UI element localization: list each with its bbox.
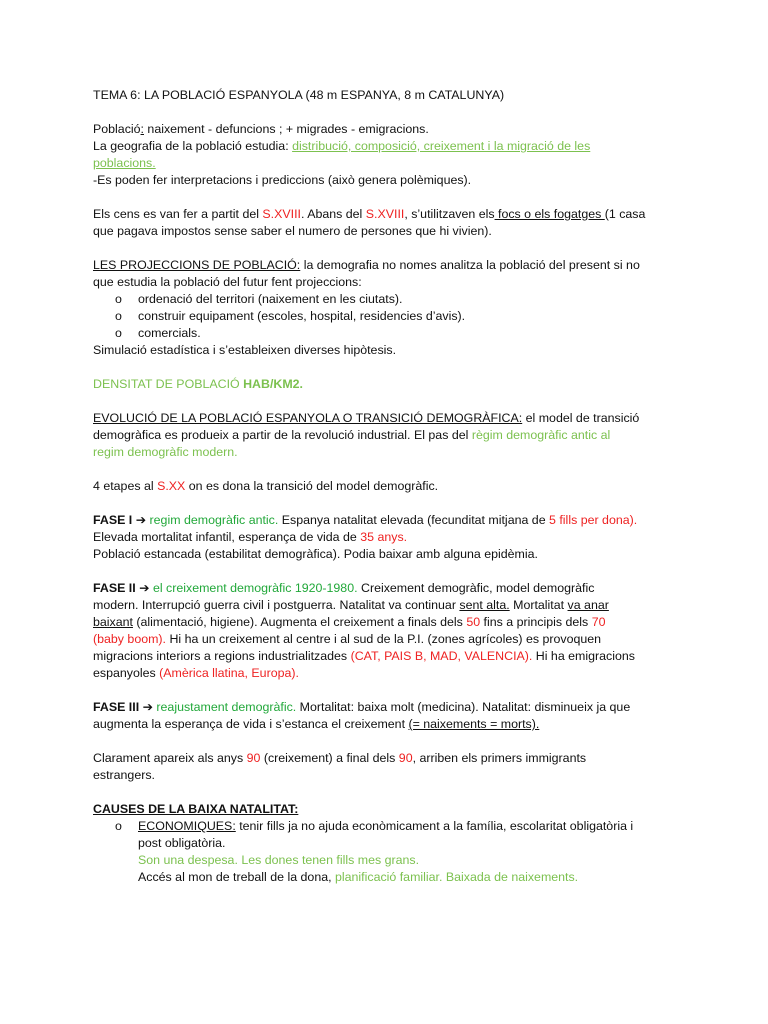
- projeccions-line-1: LES PROJECCIONS DE POBLACIÓ: la demografia no nomes analitza la població del present si no: [93, 258, 640, 272]
- bullet-marker: o: [115, 819, 122, 833]
- arrow-icon: ➔: [142, 700, 153, 714]
- fase1-line-1: FASE I ➔ regim demogràfic antic. Espanya natalitat elevada (fecunditat mitjana de 5 fills per dona).: [93, 513, 638, 527]
- fase2-line-1: FASE II ➔ el creixement demogràfic 1920-1980. Creixement demogràfic, model demogràfic: [93, 581, 595, 595]
- intro-line-4: -Es poden fer interpretacions i prediccions (això genera polèmiques).: [93, 173, 472, 187]
- document-body: [93, 87, 693, 886]
- projeccions-heading: LES PROJECCIONS DE POBLACIÓ:: [93, 258, 301, 272]
- clarament-line-1: Clarament apareix als anys 90 (creixement) a final dels 90, arriben els primers immigrants: [93, 751, 587, 765]
- evolucio-line-2: demogràfica es produeix a partir de la revolució industrial. El pas del règim demogràfic antic al: [93, 428, 611, 442]
- fase3-line-1: FASE III ➔ reajustament demogràfic. Mortalitat: baixa molt (medicina). Natalitat: disminueix ja que: [93, 700, 631, 714]
- etapes-line: 4 etapes al S.XX on es dona la transició del model demogràfic.: [93, 479, 439, 493]
- cens-line-2: que pagava impostos sense saber el numero de persones que hi vivien).: [93, 224, 492, 238]
- evolucio-line-3: regim demogràfic modern.: [93, 445, 238, 459]
- clarament-line-2: estrangers.: [93, 768, 155, 782]
- evolucio-heading: EVOLUCIÓ DE LA POBLACIÓ ESPANYOLA O TRANSICIÓ DEMOGRÀFICA:: [93, 411, 523, 425]
- fase3-label: FASE III: [93, 700, 143, 714]
- arrow-icon: ➔: [139, 581, 150, 595]
- fase2-line-2: modern. Interrupció guerra civil i postguerra. Natalitat va continuar sent alta. Mortalitat va anar: [93, 598, 609, 612]
- fase3-line-2: augmenta la esperança de vida i s’estanca el creixement (= naixements = morts).: [93, 717, 540, 731]
- fase2-line-4: (baby boom). Hi ha un creixement al centre i al sud de la P.I. (zones agrícoles) es provoquen: [93, 632, 602, 646]
- projeccions-after: Simulació estadística i s’estableixen diverses hipòtesis.: [93, 343, 397, 357]
- page-title: TEMA 6: LA POBLACIÓ ESPANYOLA (48 m ESPANYA, 8 m CATALUNYA): [93, 88, 505, 102]
- causes-line-4: Accés al mon de treball de la dona, planificació familiar. Baixada de naixements.: [138, 870, 579, 884]
- fase2-line-3: baixant (alimentació, higiene). Augmenta el creixement a finals dels 50 fins a principis dels 70: [93, 615, 606, 629]
- fase1-label: FASE I: [93, 513, 136, 527]
- bullet-marker: o: [115, 292, 122, 306]
- fase2-label: FASE II: [93, 581, 140, 595]
- intro-line-1: Població: naixement - defuncions ; + migrades - emigracions.: [93, 122, 429, 136]
- cens-line-1: Els cens es van fer a partit del S.XVIII. Abans del S.XVIII, s’utilitzaven els focs o els fogatges (1 casa: [93, 207, 646, 221]
- fase2-line-5: migracions interiors a regions industrialitzades (CAT, PAIS B, MAD, VALENCIA). Hi ha emigracions: [93, 649, 635, 663]
- intro-line-2: La geografia de la població estudia: distribució, composició, creixement i la migració de les: [93, 139, 591, 153]
- evolucio-line-1: EVOLUCIÓ DE LA POBLACIÓ ESPANYOLA O TRANSICIÓ DEMOGRÀFICA: el model de transició: [93, 411, 640, 425]
- fase1-line-3: Població estancada (estabilitat demogràfica). Podia baixar amb alguna epidèmia.: [93, 547, 538, 561]
- list-item: o ordenació del territori (naixement en les ciutats).: [115, 292, 403, 306]
- bullet-marker: o: [115, 326, 122, 340]
- list-item: o construir equipament (escoles, hospital, residencies d’avis).: [115, 309, 466, 323]
- densitat-line: DENSITAT DE POBLACIÓ HAB/KM2.: [93, 377, 303, 391]
- causes-line-2: post obligatòria.: [138, 836, 226, 850]
- list-item: o ECONOMIQUES: tenir fills ja no ajuda econòmicament a la família, escolaritat obligatòria i: [115, 819, 634, 833]
- list-item: o comercials.: [115, 326, 201, 340]
- causes-line-3: Son una despesa. Les dones tenen fills mes grans.: [138, 853, 420, 867]
- bullet-marker: o: [115, 309, 122, 323]
- arrow-icon: ➔: [135, 513, 147, 527]
- fase2-line-6: espanyoles (Amèrica llatina, Europa).: [93, 666, 299, 680]
- projeccions-line-2: que estudia la població del futur fent projeccions:: [93, 275, 362, 289]
- intro-line-3: poblacions.: [93, 156, 156, 170]
- fase1-line-2: Elevada mortalitat infantil, esperança de vida de 35 anys.: [93, 530, 408, 544]
- causes-heading: CAUSES DE LA BAIXA NATALITAT:: [93, 802, 299, 816]
